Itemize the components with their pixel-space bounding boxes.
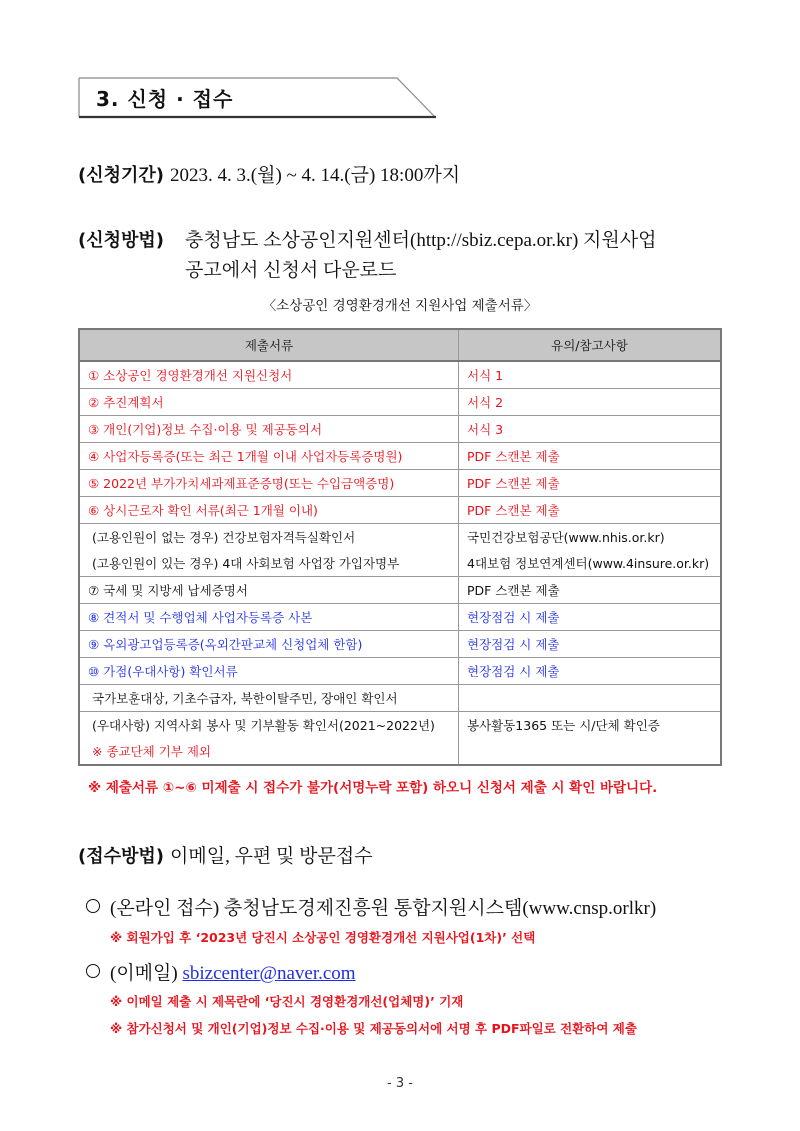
doc-cell: ⑦ 국세 및 지방세 납세증명서 <box>79 577 459 604</box>
table-row <box>79 416 721 443</box>
note-cell <box>459 685 722 712</box>
note-cell: 서식 3 <box>459 416 722 443</box>
online-receipt-text: (온라인 접수) 충청남도경제진흥원 통합지원시스템(www.cnsp.orlkr) <box>110 898 657 919</box>
table-row <box>79 712 721 739</box>
note-cell: 4대보험 정보연계센터(www.4insure.or.kr) <box>459 550 722 577</box>
table-row <box>79 389 721 416</box>
note-cell: 서식 1 <box>459 361 722 389</box>
table-row <box>79 470 721 497</box>
section-header <box>78 77 436 117</box>
table-row <box>79 685 721 712</box>
receipt-method <box>78 841 373 868</box>
table-caption: 〈소상공인 경영환경개선 지원사업 제출서류〉 <box>262 298 538 314</box>
table-row <box>79 658 721 685</box>
doc-cell: ⑤ 2022년 부가가치세과제표준증명(또는 수입금액증명) <box>79 470 459 497</box>
doc-cell: ② 추진계획서 <box>79 389 459 416</box>
note-cell <box>459 738 722 765</box>
online-receipt-item <box>86 893 656 920</box>
email-label: (이메일) <box>110 963 178 984</box>
table-row <box>79 443 721 470</box>
note-cell: PDF 스캔본 제출 <box>459 443 722 470</box>
doc-cell: (우대사항) 지역사회 봉사 및 기부활동 확인서(2021~2022년) <box>79 712 459 739</box>
table-row <box>79 550 721 577</box>
note-cell: 봉사활동1365 또는 시/단체 확인증 <box>459 712 722 739</box>
note-cell: 현장점검 시 제출 <box>459 658 722 685</box>
doc-cell: (고용인원이 있는 경우) 4대 사회보험 사업장 가입자명부 <box>79 550 459 577</box>
table-row <box>79 524 721 551</box>
circle-bullet-icon <box>86 899 100 913</box>
note-cell: PDF 스캔본 제출 <box>459 577 722 604</box>
email-receipt-item <box>86 958 356 985</box>
email-note-2: ※ 참가신청서 및 개인(기업)정보 수집·이용 및 제공동의서에 서명 후 PDF파일로 전환하여 제출 <box>110 1021 637 1036</box>
doc-cell: ※ 종교단체 기부 제외 <box>79 738 459 765</box>
doc-cell: ③ 개인(기업)정보 수집·이용 및 제공동의서 <box>79 416 459 443</box>
table-row <box>79 361 721 389</box>
circle-bullet-icon <box>86 964 100 978</box>
period-label: (신청기간) <box>78 165 165 186</box>
note-cell: 서식 2 <box>459 389 722 416</box>
section-title: 3. 신청 · 접수 <box>96 87 234 111</box>
receipt-label: (접수방법) <box>78 846 165 867</box>
doc-cell: ⑥ 상시근로자 확인 서류(최근 1개월 이내) <box>79 497 459 524</box>
receipt-value: 이메일, 우편 및 방문접수 <box>170 846 373 867</box>
table-row <box>79 497 721 524</box>
doc-cell: ⑧ 견적서 및 수행업체 사업자등록증 사본 <box>79 604 459 631</box>
header-documents: 제출서류 <box>79 329 459 361</box>
note-cell: 국민건강보험공단(www.nhis.or.kr) <box>459 524 722 551</box>
application-period <box>78 160 460 187</box>
doc-cell: ⑨ 옥외광고업등록증(옥외간판교체 신청업체 한함) <box>79 631 459 658</box>
method-label: (신청방법) <box>78 230 165 251</box>
note-cell: PDF 스캔본 제출 <box>459 497 722 524</box>
table-row <box>79 604 721 631</box>
table-row <box>79 577 721 604</box>
page-number: - 3 - <box>387 1076 413 1091</box>
application-method <box>78 226 738 281</box>
header-notes: 유의/참고사항 <box>459 329 722 361</box>
doc-cell: ⑩ 가점(우대사항) 확인서류 <box>79 658 459 685</box>
table-header-row <box>79 329 721 361</box>
doc-cell: (고용인원이 없는 경우) 건강보험자격득실확인서 <box>79 524 459 551</box>
table-row <box>79 631 721 658</box>
required-documents-table <box>78 328 722 766</box>
method-line-1: 충청남도 소상공인지원센터(http://sbiz.cepa.or.kr) 지원사업 <box>185 230 657 251</box>
doc-cell: ④ 사업자등록증(또는 최근 1개월 이내 사업자등록증명원) <box>79 443 459 470</box>
method-line-2: 공고에서 신청서 다운로드 <box>185 260 397 281</box>
note-cell: 현장점검 시 제출 <box>459 631 722 658</box>
note-cell: PDF 스캔본 제출 <box>459 470 722 497</box>
email-note-1: ※ 이메일 제출 시 제목란에 ‘당진시 경영환경개선(업체명)’ 기재 <box>110 994 464 1009</box>
doc-cell: ① 소상공인 경영환경개선 지원신청서 <box>79 361 459 389</box>
table-row <box>79 738 721 765</box>
doc-cell: 국가보훈대상, 기초수급자, 북한이탈주민, 장애인 확인서 <box>79 685 459 712</box>
online-receipt-note: ※ 회원가입 후 ‘2023년 당진시 소상공인 경영환경개선 지원사업(1차)’ 선택 <box>110 930 536 945</box>
period-value: 2023. 4. 3.(월) ~ 4. 14.(금) 18:00까지 <box>170 165 461 186</box>
method-value <box>185 226 745 286</box>
email-link[interactable]: sbizcenter@naver.com <box>182 963 356 984</box>
submission-warning: ※ 제출서류 ①~⑥ 미제출 시 접수가 불가(서명누락 포함) 하오니 신청서 제출 시 확인 바랍니다. <box>88 780 658 796</box>
note-cell: 현장점검 시 제출 <box>459 604 722 631</box>
